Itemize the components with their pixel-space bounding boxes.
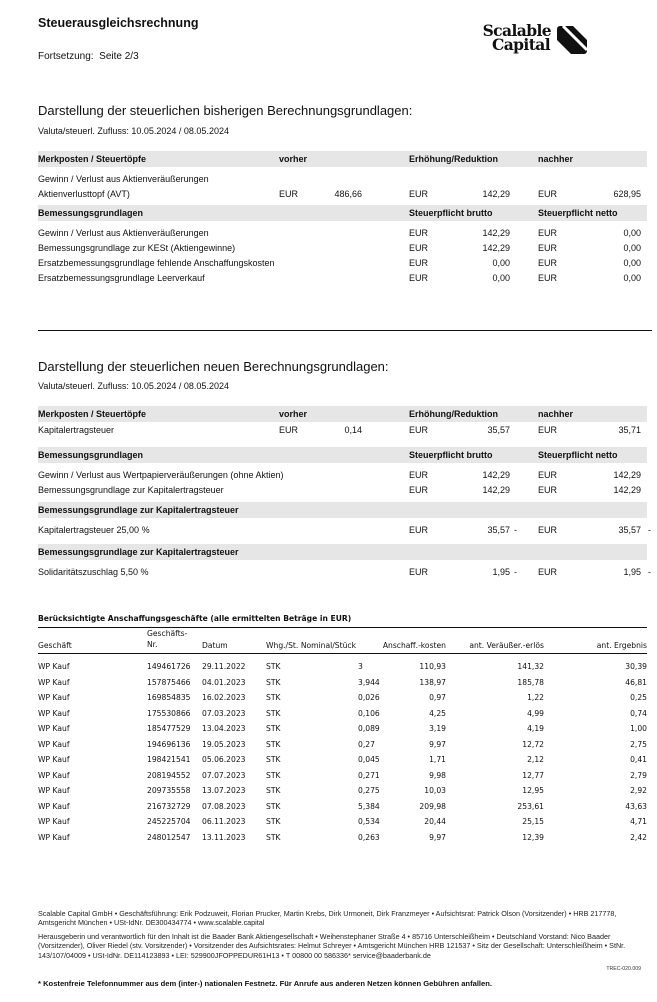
document-title: Steuerausgleichsrechnung: [38, 16, 199, 30]
header-netto: Steuerpflicht netto: [538, 208, 618, 218]
cell-kosten: 10,03: [424, 786, 446, 795]
cell-whg: STK: [266, 708, 281, 718]
table-row: [38, 782, 647, 798]
cell-nominal: 0,534: [358, 817, 380, 826]
currency: EUR: [409, 273, 429, 283]
col-datum: Datum: [202, 641, 228, 650]
cell-nominal: 5,384: [358, 801, 380, 811]
header-label: Merkposten / Steuertöpfe: [38, 154, 147, 164]
value-netto: 35,57: [618, 525, 641, 535]
table-row: [38, 689, 647, 705]
cell-kosten: 9,97: [429, 739, 446, 749]
section2-title: Darstellung der steuerlichen neuen Berechnungsgrundlagen:: [38, 359, 389, 374]
cell-whg: STK: [266, 677, 281, 687]
cell-kosten: 9,97: [429, 832, 446, 842]
cell-whg: STK: [266, 770, 281, 780]
currency: EUR: [279, 425, 299, 435]
page-value: Seite 2/3: [99, 51, 139, 62]
currency: EUR: [538, 425, 558, 435]
cell-datum: 06.11.2023: [202, 817, 246, 826]
section2-valuta: Valuta/steuerl. Zufluss: 10.05.2024 / 08.05.2024: [38, 381, 229, 391]
value-vorher: 486,66: [334, 189, 362, 199]
table-row: [38, 767, 647, 783]
currency: EUR: [279, 189, 299, 199]
cell-erloes: 185,78: [517, 677, 544, 687]
cell-datum: 29.11.2022: [202, 662, 246, 671]
cell-erloes: 253,61: [517, 801, 544, 811]
basis-header-row: [38, 205, 647, 221]
cell-nr: 175530866: [147, 708, 191, 718]
header-label: Bemessungsgrundlagen: [38, 450, 144, 460]
page-label: Fortsetzung:: [38, 51, 94, 62]
cell-geschaeft: WP Kauf: [38, 693, 70, 702]
col-whg: Whg./St.: [266, 641, 299, 650]
row-label: Kapitalertragsteuer: [38, 425, 115, 435]
header-label: Merkposten / Steuertöpfe: [38, 409, 147, 419]
cell-geschaeft: WP Kauf: [38, 801, 70, 811]
table-row: [38, 813, 647, 829]
col-nominal: Nominal/Stück: [300, 641, 356, 650]
currency: EUR: [538, 470, 558, 480]
cell-ergebnis: 2,92: [630, 786, 647, 795]
footer-bank: Herausgeberin und verantwortlich für den Inhalt ist die Baader Bank Aktiengesellschaft • Weihenstephaner Straße 4 • 85716 Unterschleißheim • Deutschland Vorstand: Nico Baader (Vorsitzender), Oliver Riedel (stv. Vorsitzender) • Vorsitzender des Aufsichtsrates: Helmut Schreyer • Amtsgericht München HRB 121537 • Sitz der Gesellschaft: Unterschleißheim • StNr. 143/107/04009 • USt-IdNr. DE114123893 • LEI: 529900JFOPPEDUR61H13 • T 00800 00 586336* service@baaderbank.de: [38, 932, 626, 960]
kest-header-row: [38, 502, 647, 518]
section1-table: [38, 151, 647, 285]
table-header-row: [38, 151, 647, 167]
acquisitions-title: Berücksichtigte Anschaffungsgeschäfte (alle ermittelten Beträge in EUR): [38, 614, 352, 623]
cell-datum: 07.07.2023: [202, 770, 246, 780]
col-nr-line2: Nr.: [147, 640, 158, 649]
currency: EUR: [538, 525, 558, 535]
currency: EUR: [409, 425, 429, 435]
header-erhoehung: Erhöhung/Reduktion: [409, 409, 498, 419]
section1-title: Darstellung der steuerlichen bisherigen Berechnungsgrundlagen:: [38, 103, 413, 118]
header-vorher: vorher: [279, 409, 308, 419]
cell-nr: 185477529: [147, 724, 191, 733]
cell-ergebnis: 2,79: [630, 770, 647, 780]
value-brutto: 1,95: [492, 567, 510, 577]
currency: EUR: [409, 243, 429, 253]
table-row: [38, 225, 647, 240]
currency: EUR: [409, 189, 429, 199]
table-row: [38, 751, 647, 767]
cell-nominal: 3,944: [358, 677, 380, 687]
table-row: [38, 705, 647, 721]
cell-erloes: 4,99: [527, 708, 544, 718]
section2-table: [38, 406, 651, 579]
section-divider: [38, 330, 652, 331]
cell-kosten: 20,44: [424, 817, 446, 826]
cell-nominal: 0,089: [358, 724, 380, 733]
cell-datum: 07.08.2023: [202, 801, 246, 811]
cell-nr: 149461726: [147, 662, 191, 671]
cell-whg: STK: [266, 832, 281, 842]
table-row: [38, 482, 647, 497]
row-label: Ersatzbemessungsgrundlage fehlende Anschaffungskosten: [38, 258, 275, 268]
soli-header-row: [38, 544, 647, 560]
currency: EUR: [538, 567, 558, 577]
table-row: [38, 240, 647, 255]
table-row: [38, 720, 647, 736]
cell-geschaeft: WP Kauf: [38, 662, 70, 671]
table-row: [38, 658, 647, 674]
section1-valuta: Valuta/steuerl. Zufluss: 10.05.2024 / 08.05.2024: [38, 126, 229, 136]
row-label: Gewinn / Verlust aus Wertpapierveräußerungen (ohne Aktien): [38, 470, 284, 480]
cell-geschaeft: WP Kauf: [38, 786, 70, 795]
value-nachher: 628,95: [613, 189, 641, 199]
value-netto: 0,00: [623, 258, 641, 268]
cell-datum: 07.03.2023: [202, 708, 246, 718]
header-erhoehung: Erhöhung/Reduktion: [409, 154, 498, 164]
cell-kosten: 4,25: [429, 708, 446, 718]
footer-company: Scalable Capital GmbH • Geschäftsführung: Erik Podzuweit, Florian Prucker, Martin Krebs, Dirk Urmoneit, Dirk Franzmeyer • Aufsichtsrat: Patrick Olson (Vorsitzender) • HRB 217778, Amtsgericht München • USt-IdNr. DE300434774 • www.scalable.capital: [38, 909, 617, 928]
logo-s-mark-icon: [557, 26, 587, 54]
footer-note: * Kostenfreie Telefonnummer aus dem (inter-) nationalen Festnetz. Für Anrufe aus anderen Netzen können Gebühren anfallen.: [38, 979, 493, 988]
currency: EUR: [409, 567, 429, 577]
cell-nominal: 0,106: [358, 708, 380, 718]
negative-sign: -: [648, 567, 651, 577]
cell-kosten: 110,93: [419, 662, 446, 671]
cell-whg: STK: [266, 739, 281, 749]
acquisitions-header-row: [38, 627, 647, 654]
cell-nr: 169854835: [147, 693, 191, 702]
acquisitions-table: [38, 627, 647, 844]
cell-nr: 157875466: [147, 677, 191, 687]
cell-kosten: 1,71: [429, 755, 446, 764]
cell-erloes: 12,72: [522, 739, 544, 749]
col-geschaeft: Geschäft: [38, 641, 72, 650]
value-netto: 1,95: [623, 567, 641, 577]
currency: EUR: [409, 258, 429, 268]
header-nachher: nachher: [538, 409, 574, 419]
page-indicator: [38, 51, 139, 62]
cell-erloes: 12,77: [522, 770, 544, 780]
cell-ergebnis: 0,41: [630, 755, 647, 764]
footer-doc-code: TREC-020.009: [606, 966, 641, 972]
cell-erloes: 12,95: [522, 786, 544, 795]
cell-geschaeft: WP Kauf: [38, 770, 70, 780]
cell-datum: 19.05.2023: [202, 739, 246, 749]
negative-sign: -: [648, 525, 651, 535]
value-brutto: 142,29: [482, 470, 510, 480]
row-label: Kapitalertragsteuer 25,00 %: [38, 525, 150, 535]
cell-ergebnis: 0,74: [630, 708, 647, 718]
logo-wordmark: [471, 21, 551, 54]
cell-whg: STK: [266, 755, 281, 764]
row-label: Bemessungsgrundlage zur KESt (Aktiengewinne): [38, 243, 236, 253]
value-erhoehung: 142,29: [482, 189, 510, 199]
cell-geschaeft: WP Kauf: [38, 739, 70, 749]
cell-nr: 245225704: [147, 817, 191, 826]
cell-whg: STK: [266, 693, 281, 702]
table-row: [38, 674, 647, 690]
value-nachher: 35,71: [618, 425, 641, 435]
table-row: [38, 798, 647, 814]
currency: EUR: [538, 189, 558, 199]
cell-datum: 13.07.2023: [202, 786, 246, 795]
cell-erloes: 1,22: [527, 693, 544, 702]
value-netto: 142,29: [613, 470, 641, 480]
cell-nominal: 0,263: [358, 832, 380, 842]
cell-datum: 05.06.2023: [202, 755, 246, 764]
value-brutto: 142,29: [482, 485, 510, 495]
header-label: Bemessungsgrundlagen: [38, 208, 144, 218]
cell-whg: STK: [266, 786, 281, 795]
cell-erloes: 12,39: [522, 832, 544, 842]
cell-datum: 04.01.2023: [202, 677, 246, 687]
value-brutto: 142,29: [482, 228, 510, 238]
cell-ergebnis: 30,39: [625, 662, 647, 671]
cell-geschaeft: WP Kauf: [38, 677, 70, 687]
value-brutto: 142,29: [482, 243, 510, 253]
cell-nr: 209735558: [147, 786, 191, 795]
logo-line-2: Capital: [492, 34, 550, 54]
value-netto: 142,29: [613, 485, 641, 495]
header-netto: Steuerpflicht netto: [538, 450, 618, 460]
table-row: [38, 522, 651, 537]
cell-nominal: 0,275: [358, 786, 380, 795]
cell-kosten: 138,97: [419, 677, 446, 687]
col-erloes: ant. Veräußer.-erlös: [469, 641, 544, 650]
table-row: [38, 564, 651, 579]
row-label: Gewinn / Verlust aus Aktienveräußerungen: [38, 228, 209, 238]
cell-kosten: 0,97: [429, 693, 446, 702]
pot-group-label: Gewinn / Verlust aus Aktienveräußerungen: [38, 174, 209, 184]
currency: EUR: [538, 485, 558, 495]
header-label: Bemessungsgrundlage zur Kapitalertragsteuer: [38, 505, 239, 515]
cell-whg: STK: [266, 817, 281, 826]
cell-geschaeft: WP Kauf: [38, 708, 70, 718]
cell-geschaeft: WP Kauf: [38, 832, 70, 842]
cell-nominal: 3: [358, 662, 363, 671]
currency: EUR: [409, 228, 429, 238]
col-kosten: Anschaff.-kosten: [382, 641, 446, 650]
value-netto: 0,00: [623, 273, 641, 283]
col-nr-line1: Geschäfts-: [147, 629, 188, 638]
row-label: Aktienverlusttopf (AVT): [38, 189, 130, 199]
cell-ergebnis: 4,71: [630, 817, 647, 826]
cell-whg: STK: [266, 724, 281, 733]
cell-ergebnis: 2,42: [630, 832, 647, 842]
row-label: Solidaritätszuschlag 5,50 %: [38, 567, 149, 577]
cell-nr: 194696136: [147, 739, 191, 749]
cell-geschaeft: WP Kauf: [38, 724, 70, 733]
cell-datum: 13.04.2023: [202, 724, 246, 733]
cell-whg: STK: [266, 801, 281, 811]
cell-kosten: 3,19: [429, 724, 446, 733]
table-row: [38, 255, 647, 270]
table-row: [38, 270, 647, 285]
cell-nominal: 0,271: [358, 770, 380, 780]
pot-group-row: [38, 171, 647, 186]
currency: EUR: [409, 470, 429, 480]
cell-geschaeft: WP Kauf: [38, 755, 70, 764]
table-row: [38, 467, 647, 482]
cell-nominal: 0,026: [358, 693, 380, 702]
col-geschaefts-nr: [147, 628, 187, 650]
currency: EUR: [538, 273, 558, 283]
table-header-row: [38, 406, 647, 422]
currency: EUR: [538, 228, 558, 238]
value-netto: 0,00: [623, 228, 641, 238]
table-row: [38, 829, 647, 845]
cell-nr: 208194552: [147, 770, 191, 780]
header-label: Bemessungsgrundlage zur Kapitalertragsteuer: [38, 547, 239, 557]
cell-ergebnis: 43,63: [625, 801, 647, 811]
cell-nr: 216732729: [147, 801, 191, 811]
cell-nr: 248012547: [147, 832, 191, 842]
cell-kosten: 9,98: [429, 770, 446, 780]
cell-ergebnis: 1,00: [630, 724, 647, 733]
currency: EUR: [538, 243, 558, 253]
acquisitions-rows: [38, 658, 647, 844]
cell-erloes: 25,15: [522, 817, 544, 826]
cell-ergebnis: 0,25: [630, 693, 647, 702]
cell-erloes: 141,32: [517, 662, 544, 671]
cell-ergebnis: 46,81: [625, 677, 647, 687]
cell-nominal: 0,045: [358, 755, 380, 764]
header-brutto: Steuerpflicht brutto: [409, 450, 493, 460]
col-ergebnis: ant. Ergebnis: [596, 641, 647, 650]
basis-header-row: [38, 447, 647, 463]
currency: EUR: [409, 485, 429, 495]
cell-geschaeft: WP Kauf: [38, 817, 70, 826]
cell-nominal: 0,27: [358, 739, 375, 749]
cell-datum: 13.11.2023: [202, 832, 246, 842]
header-brutto: Steuerpflicht brutto: [409, 208, 493, 218]
currency: EUR: [538, 258, 558, 268]
table-row: [38, 736, 647, 752]
row-label: Bemessungsgrundlage zur Kapitalertragsteuer: [38, 485, 224, 495]
value-erhoehung: 35,57: [487, 425, 510, 435]
row-label: Ersatzbemessungsgrundlage Leerverkauf: [38, 273, 205, 283]
cell-nr: 198421541: [147, 755, 191, 764]
value-vorher: 0,14: [344, 425, 362, 435]
negative-sign: -: [514, 567, 517, 577]
currency: EUR: [409, 525, 429, 535]
table-row: [38, 186, 647, 201]
value-brutto: 0,00: [492, 258, 510, 268]
negative-sign: -: [514, 525, 517, 535]
cell-erloes: 2,12: [527, 755, 544, 764]
value-brutto: 35,57: [487, 525, 510, 535]
cell-datum: 16.02.2023: [202, 693, 246, 702]
cell-erloes: 4,19: [527, 724, 544, 733]
logo-line-1: Scalable: [482, 21, 551, 40]
header-nachher: nachher: [538, 154, 574, 164]
value-brutto: 0,00: [492, 273, 510, 283]
cell-whg: STK: [266, 662, 281, 671]
header-vorher: vorher: [279, 154, 308, 164]
table-row: [38, 422, 647, 437]
scalable-capital-logo: [471, 21, 591, 60]
cell-ergebnis: 2,75: [630, 739, 647, 749]
cell-kosten: 209,98: [419, 801, 446, 811]
value-netto: 0,00: [623, 243, 641, 253]
